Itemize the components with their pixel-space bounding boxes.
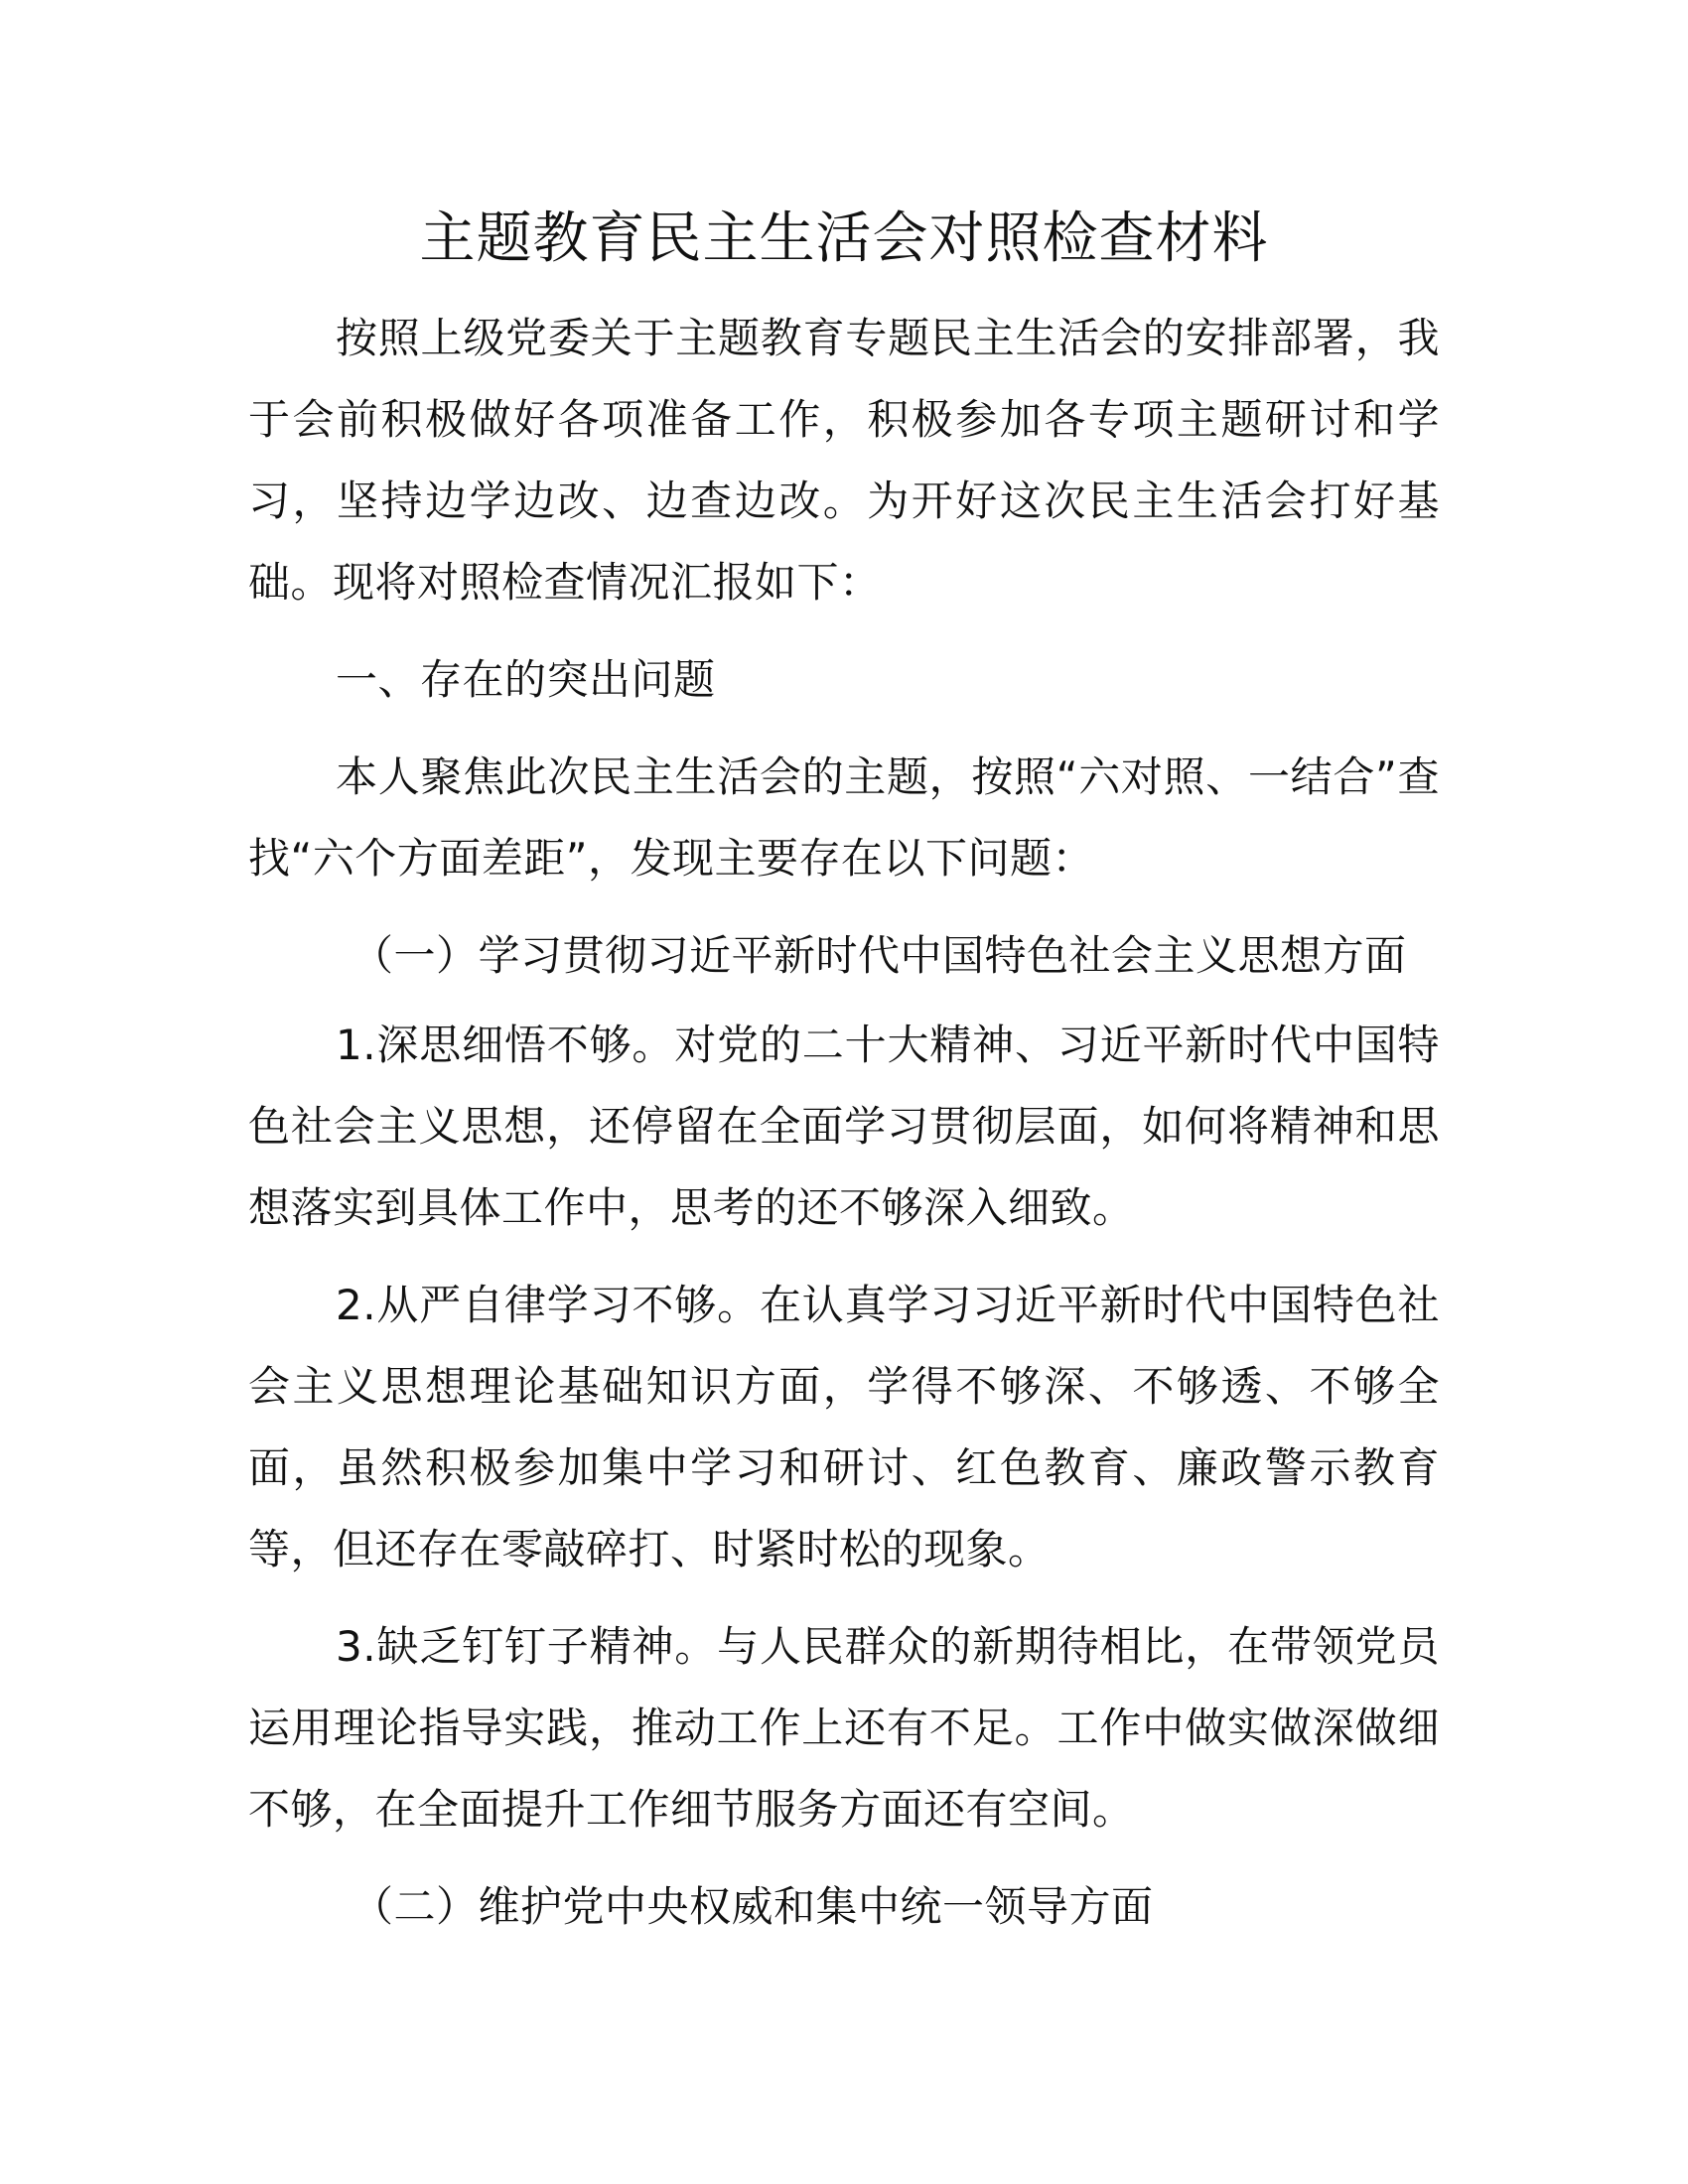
intro-paragraph: 按照上级党委关于主题教育专题民主生活会的安排部署，我于会前积极做好各项准备工作，积极参加各专项主题研讨和学习，坚持边学边改、边查边改。为开好这次民主生活会打好基础。现将对照检查情况汇报如下：	[248, 314, 1440, 607]
item-paragraph-1: 1.深思细悟不够。对党的二十大精神、习近平新时代中国特色社会主义思想，还停留在全面学习贯彻层面，如何将精神和思想落实到具体工作中，思考的还不够深入细致。	[248, 1021, 1440, 1232]
item-paragraph-2: 2.从严自律学习不够。在认真学习习近平新时代中国特色社会主义思想理论基础知识方面，学得不够深、不够透、不够全面，虽然积极参加集中学习和研讨、红色教育、廉政警示教育等，但还存在零敲碎打、时紧时松的现象。	[248, 1281, 1440, 1573]
subsection-heading-authority: （二）维护党中央权威和集中统一领导方面	[352, 1882, 1154, 1931]
subsection-heading-study: （一）学习贯彻习近平新时代中国特色社会主义思想方面	[352, 931, 1407, 980]
section-heading-problems: 一、存在的突出问题	[336, 655, 716, 704]
document-title: 主题教育民主生活会对照检查材料	[419, 206, 1269, 271]
problems-intro-paragraph: 本人聚焦此次民主生活会的主题，按照“六对照、一结合”查找“六个方面差距”，发现主要存在以下问题：	[248, 752, 1440, 883]
item-paragraph-3: 3.缺乏钉钉子精神。与人民群众的新期待相比，在带领党员运用理论指导实践，推动工作上还有不足。工作中做实做深做细不够，在全面提升工作细节服务方面还有空间。	[248, 1622, 1440, 1834]
document-body	[248, 298, 1440, 1948]
